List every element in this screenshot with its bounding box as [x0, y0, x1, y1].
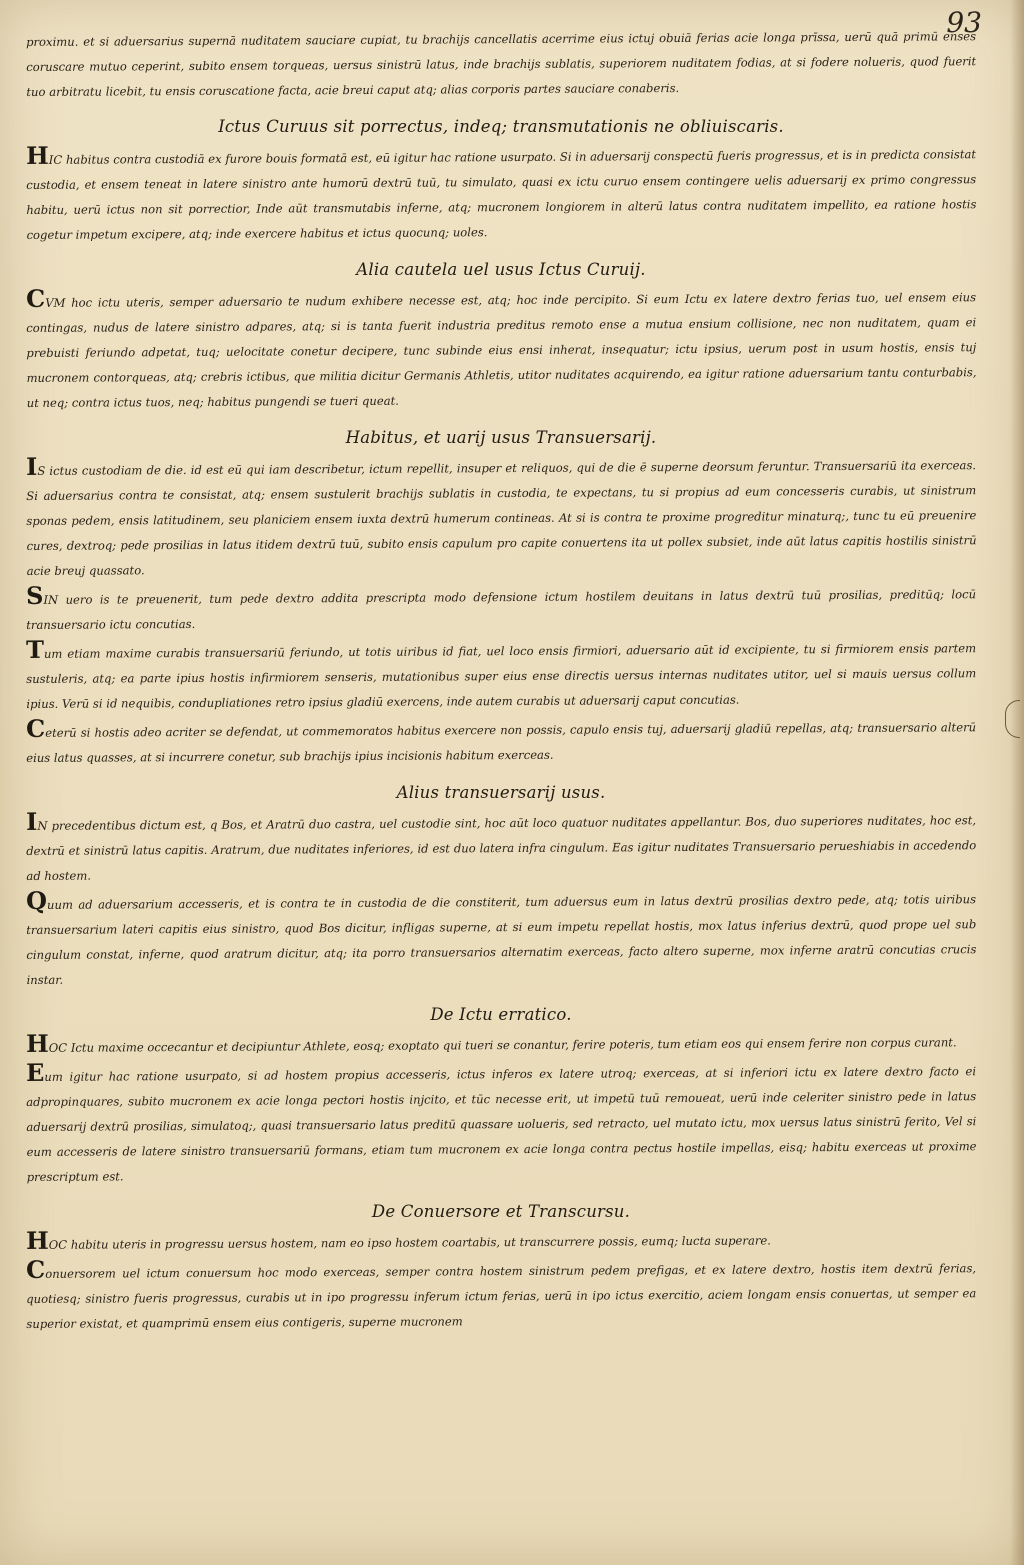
initial-letter: H	[25, 140, 49, 170]
initial-letter: S	[25, 580, 44, 610]
page-edge-shadow	[1010, 0, 1024, 1565]
section-heading: Ictus Curuus sit porrectus, indeq; transmutationis ne obliuiscaris.	[218, 117, 784, 136]
paragraph-text: S ictus custodiam de die. id est eū qui iam describetur, ictum repellit, insuper et reliquos, qui de die ē superne deorsum feruntur. Transuersariū ita exerceas. Si aduersarius contra te consistat, atq; ensem sustulerit brachijs sublatis in custodia, te expectans, tu si propius ad eum concesseris curabis, ut sinistrum sponas pedem, ensis latitudinem, seu planiciem ensem iuxta dextrū humerum contineas. At si is contra te proxime progreditur minaturq;, tunc tu eū preuenire cures, dextroq; pede prosilias in latus itidem dextrū tuū, subito ensis capulum pro capite conuertens ita ut pollex subsiet, inde aūt latus capitis hostilis sinistrū acie breuj quassato.	[26, 458, 977, 578]
initial-letter: H	[25, 1028, 49, 1058]
paragraph-text: um igitur hac ratione usurpato, si ad hostem propius accesseris, ictus inferos ex latere utroq; exerceas, at si inferiori ictu ex latere dextro facto ei adpropinquares, subito mucronem ex acie longa pectori hostis injcito, et tūc necesse erit, ut impetū tuū remoueat, uerū inde celeriter sinistro pede in latus aduersarij dextrū prosilias, simulatoq;, quasi transuersario latus preditū quassare uolueris, sed retracto, uel mutato ictu, mox uersus latus sinistrū ferito, Vel si eum accesseris de latere sinistro transuersariū formans, etiam tum mucronem ex acie longa contra pectus hostile impellas, eisq; habitu exerceas ut proxime prescriptum est.	[26, 1064, 977, 1184]
paragraph	[26, 451, 977, 584]
paragraph-text: VM hoc ictu uteris, semper aduersario te nudum exhibere necesse est, atq; hoc inde percipito. Si eum Ictu ex latere dextro ferias tuo, uel ensem eius contingas, nudus de latere sinistro adpares, atq; si is tanta fuerit industria preditus remoto ense a mutua ensium collisione, nec non nuditatem, quam ei prebuisti feriundo adpetat, tuq; uelocitate conetur decipere, tunc subinde eius ensi inherat, insequatur; ictu ipsius, uerum post in usum hostis, ensis tuj mucronem contorqueas, atq; crebris ictibus, que militia dicitur Germanis Athletis, utitor nuditates acquirendo, ea igitur ratione aduersarium tantu conturbabis, ut neq; contra ictus tuos, neq; habitus pungendi se tueri queat.	[26, 290, 977, 410]
paragraph	[26, 24, 976, 105]
initial-letter: Q	[25, 885, 48, 915]
folio-number: 93	[946, 6, 982, 39]
initial-letter: H	[25, 1225, 49, 1255]
paragraph-text: OC habitu uteris in progressu uersus hostem, nam eo ipso hostem coartabis, ut transcurrere possis, eumq; lucta superare.	[48, 1233, 771, 1252]
paragraph	[26, 885, 977, 993]
paragraph	[26, 140, 977, 248]
paragraph-text: OC Ictu maxime occecantur et decipiuntur Athlete, eosq; exoptato qui tueri se conantur, ferire poteris, tum etiam eos qui ensem ferire non corpus curant.	[48, 1035, 957, 1055]
paragraph	[26, 1225, 976, 1258]
paragraph-text: IC habitus contra custodiā ex furore bouis formatā est, eū igitur hac ratione usurpato. Si in aduersarij conspectū fueris progressus, et is in predicta consistat custodia, et ensem teneat in latere sinistro ante humorū dextrū tuū, tu simulato, quasi ex ictu curuo ensem contingere uelis aduersarij ex primo congressus habitu, uerū ictus non sit porrectior, Inde aūt transmutabis inferne, atq; mucronem longiorem in alterū latus contra nuditatem impellito, ea ratione hostis cogetur impetum excipere, atq; inde exercere habitus et ictus quocunq; uoles.	[26, 147, 977, 242]
section-heading: Alia cautela uel usus Ictus Curuij.	[356, 260, 646, 279]
paragraph	[26, 1254, 976, 1337]
paragraph-text: um etiam maxime curabis transuersariū feriundo, ut totis uiribus id fiat, uel loco ensis firmiori, aduersario aūt id excipiente, tu si firmiorem ensis partem sustuleris, atq; ea parte ipius hostis infirmiorem senseris, mutationibus super eius ense directis uersus internas nuditates utitor, uel si mauis uersus collum ipius. Verū si id nequibis, condupliationes retro ipsius gladiū exercens, inde autem curabis ut aduersarij caput concutias.	[26, 641, 977, 711]
initial-letter: C	[25, 713, 46, 743]
paragraph-text: onuersorem uel ictum conuersum hoc modo exerceas, semper contra hostem sinistrum pedem prefigas, et ex latere dextro, hostis item dextrū ferias, quotiesq; sinistro fueris progressus, curabis ut in ipo progressu inferum ictum ferias, uerū in ipo ictus exercitio, aciem longam ensis conuertas, ut semper ea superior existat, et quamprimū ensem eius contigeris, superne mucronem	[26, 1261, 977, 1331]
paragraph-text: proximu. et si aduersarius supernā nuditatem sauciare cupiat, tu brachijs cancellatis acerrime eius ictuj obuiā ferias acie longa prīssa, uerū quā primū enses coruscare mutuo ceperint, subito ensem torqueas, uersus sinistrū latus, inde brachijs sublatis, superiorem nuditatem fodias, at si fodere nolueris, quod fuerit tuo arbitratu licebit, tu ensis coruscatione facta, acie breui caput atq; alias corporis partes sauciare conaberis.	[26, 29, 977, 99]
paragraph	[26, 580, 976, 638]
paragraph	[26, 806, 976, 889]
paragraph	[26, 1057, 977, 1190]
section-heading: De Ictu erratico.	[430, 1005, 572, 1024]
paragraph	[26, 713, 976, 771]
initial-letter: E	[25, 1057, 45, 1087]
initial-letter: I	[25, 451, 38, 481]
paragraph	[26, 634, 976, 717]
paragraph-text: uum ad aduersarium accesseris, et is contra te in custodia de die constiterit, tum aduersus eum in latus dextrū prosilias dextro pede, atq; totis uiribus transuersarium lateri capitis eius sinistro, quod Bos dicitur, infligas superne, at si eum impetu repellat hostis, mox latus inferius dextrū, quod prope uel sub cingulum constat, inferne, quod aratrum dicitur, atq; ita porro transuersarios alternatim exerceas, facto altero superne, mox inferne aratrū concutias crucis instar.	[26, 892, 977, 987]
initial-letter: C	[25, 283, 46, 313]
section-heading: De Conuersore et Transcursu.	[371, 1202, 631, 1221]
initial-letter: I	[25, 806, 38, 836]
paragraph	[26, 283, 977, 416]
manuscript-text	[26, 30, 976, 1337]
initial-letter: T	[25, 634, 45, 664]
paragraph-text: N precedentibus dictum est, q Bos, et Aratrū duo castra, uel custodie sint, hoc aūt loco quatuor nuditates appellantur. Bos, duo superiores nuditates, hoc est, dextrū et sinistrū latus capitis. Aratrum, due nuditates inferiores, id est duo latera infra cingulum. Eas igitur nuditates Transuersario perueshiabis in accedendo ad hostem.	[26, 813, 977, 883]
section-heading: Habitus, et uarij usus Transuersarij.	[345, 428, 657, 447]
section-heading: Alius transuersarij usus.	[396, 783, 606, 802]
paragraph	[26, 1028, 976, 1061]
initial-letter: C	[25, 1254, 46, 1284]
paragraph-text: IN uero is te preuenerit, tum pede dextro addita prescripta modo defensione ictum hostilem deuitans in latus dextrū tuū prosilias, preditūq; locū transuersario ictu concutias.	[26, 587, 977, 632]
paragraph-text: eterū si hostis adeo acriter se defendat, ut commemoratos habitus exercere non possis, capulo ensis tuj, aduersarij gladiū repellas, atq; transuersario alterū eius latus quasses, at si incurrere conetur, sub brachijs ipius incisionis habitum exerceas.	[26, 720, 977, 765]
margin-bracket-mark	[1005, 700, 1020, 738]
